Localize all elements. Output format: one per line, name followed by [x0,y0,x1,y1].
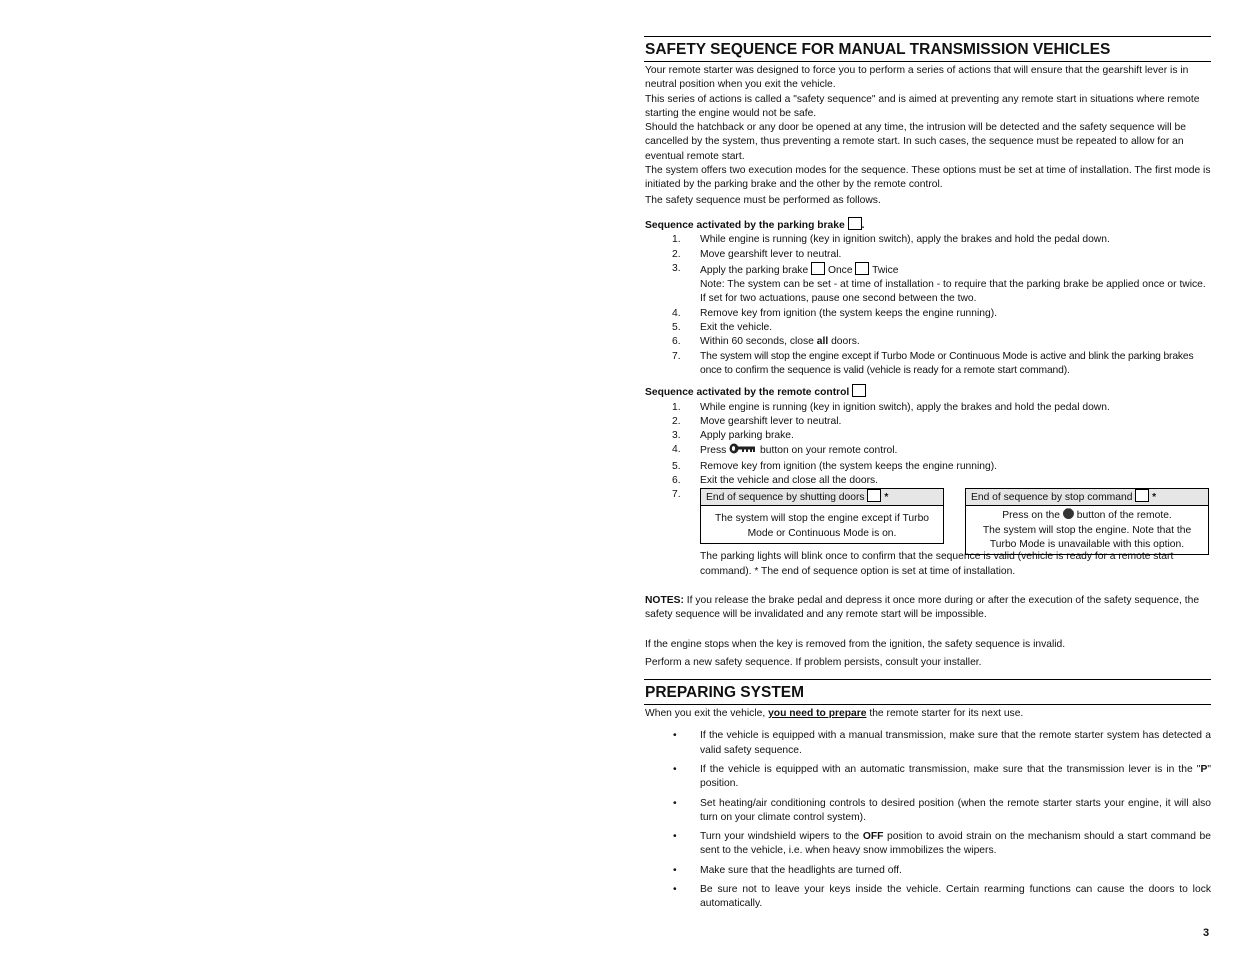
table-cell: Press on the button of the remote. The system will stop the engine. Note that the Turbo Mode is unavailable with this option. [982,510,1192,550]
list-item: • Set heating/air conditioning controls to desired position (when the remote starter starts your engine, it will also turn on your climate control system). [673,797,1211,823]
intro-paragraph: The system offers two execution modes for the sequence. These options must be set at time of installation. The first mode is initiated by the parking brake and the other by the remote control. [645,165,1211,191]
list-item: 7. The system will stop the engine except if Turbo Mode or Continuous Mode is active and blink the parking brakes once to confirm the sequence is valid (vehicle is ready for a remote start command). [672,350,1194,376]
list-item: 7. End of sequence by shutting doors * The system will stop the engine except if Turbo Mode or Continuous Mode is on. End of sequence by stop command * Press on the button of the remote. The system will stop the engine. Note that the Turbo Mode is unavailable with this option. The parking lights will blink once to confirm that the sequence is valid (vehicle is ready for a remote start command). * The end of sequence option is set at time of installation. [644,488,1211,579]
list-item: • If the vehicle is equipped with an automatic transmission, make sure that the transmission lever is in the "P" position. [673,763,1211,790]
notes-paragraph: NOTES: If you release the brake pedal and depress it once more during or after the execution of the safety sequence, the safety sequence will be invalidated and any remote start will be impossible. [645,594,1200,621]
brake-sequence-heading: Sequence activated by the parking brake . [645,217,1211,233]
list-item: • Be sure not to leave your keys inside the vehicle. Certain rearming functions can cause the doors to lock automatically. [673,884,1211,910]
manual-page [644,36,1211,917]
intro-paragraph: The safety sequence must be performed as follows. [645,194,881,206]
option-checkbox [811,262,825,275]
preparing-bullet-list [644,729,1211,911]
option-checkbox [867,489,881,502]
brake-steps-list [644,233,1211,378]
table-header: End of sequence by shutting doors * [701,489,943,506]
safety-sequence-title: SAFETY SEQUENCE FOR MANUAL TRANSMISSION VEHICLES [644,36,1211,62]
end-by-stop-table [965,488,1209,555]
preparing-intro: When you exit the vehicle, you need to prepare the remote starter for its next use. [645,708,1024,720]
page-number: 3 [1203,927,1210,939]
list-item: 6. Exit the vehicle and close all the doors. [672,475,879,487]
list-item: 6. Within 60 seconds, close all doors. [672,336,860,348]
invalid-sequence-text: If the engine stops when the key is removed from the ignition, the safety sequence is invalid. [645,638,1066,650]
remote-sequence-heading: Sequence activated by the remote control [645,384,1211,400]
list-item: 5. Exit the vehicle. [672,322,773,334]
list-item: 3. Apply the parking brake Once Twice Note: The system can be set - at time of installation - to require that the parking brake be applied once or twice. If set for two actuations, pause one second between the two. [672,262,1206,305]
table-cell: The system will stop the engine except if Turbo Mode or Continuous Mode is on. [714,513,930,539]
list-item: • Turn your windshield wipers to the OFF position to avoid strain on the mechanism should a start command be sent to the vehicle, i.e. when heavy snow immobilizes the wipers. [673,831,1211,857]
intro-paragraph: Should the hatchback or any door be opened at any time, the intrusion will be detected and the safety sequence will be cancelled by the system, thus preventing a remote start. In such cases, the sequence must be repeated to allow for an eventual remote start. [645,122,1186,162]
option-checkbox [855,262,869,275]
key-icon [729,443,757,459]
list-item: 4. Press button on your remote control. [644,443,1211,459]
step-note: Note: The system can be set - at time of installation - to require that the parking brake be applied once or twice. If set for two actuations, pause one second between the two. [700,279,1206,305]
after-table-note: The parking lights will blink once to confirm that the sequence is valid (vehicle is ready for a remote start command). * The end of sequence option is set at time of installation. [700,551,1174,577]
list-item: 3. Apply parking brake. [672,430,794,442]
list-item: 5. Remove key from ignition (the system keeps the engine running). [672,460,998,472]
preparing-system-title: PREPARING SYSTEM [644,679,1211,705]
stop-icon [1063,508,1074,519]
list-item: 2. Move gearshift lever to neutral. [672,415,842,427]
list-item: • Make sure that the headlights are turned off. [673,864,902,876]
option-checkbox [852,384,866,397]
list-item: 4. Remove key from ignition (the system keeps the engine running). [672,307,998,319]
intro-paragraph: This series of actions is called a "safety sequence" and is aimed at preventing any remote start in situations where remote starting the engine would not be safe. [645,93,1200,119]
invalid-sequence-text: Perform a new safety sequence. If problem persists, consult your installer. [645,656,982,668]
list-item: 1. While engine is running (key in ignition switch), apply the brakes and hold the pedal down. [672,401,1110,413]
end-of-sequence-tables [644,488,1211,550]
list-item: 2. Move gearshift lever to neutral. [672,248,842,260]
end-by-doors-table [700,488,944,544]
table-header: End of sequence by stop command * [966,489,1208,506]
option-checkbox [848,217,862,230]
list-item: • If the vehicle is equipped with a manual transmission, make sure that the remote starter system has detected a valid safety sequence. [673,730,1211,756]
intro-paragraph: Your remote starter was designed to force you to perform a series of actions that will ensure that the gearshift lever is in neutral position when you exit the vehicle. [645,65,1189,91]
remote-steps-list [644,401,1211,579]
option-checkbox [1135,489,1149,502]
list-item: 1. While engine is running (key in ignition switch), apply the brakes and hold the pedal down. [672,234,1110,246]
